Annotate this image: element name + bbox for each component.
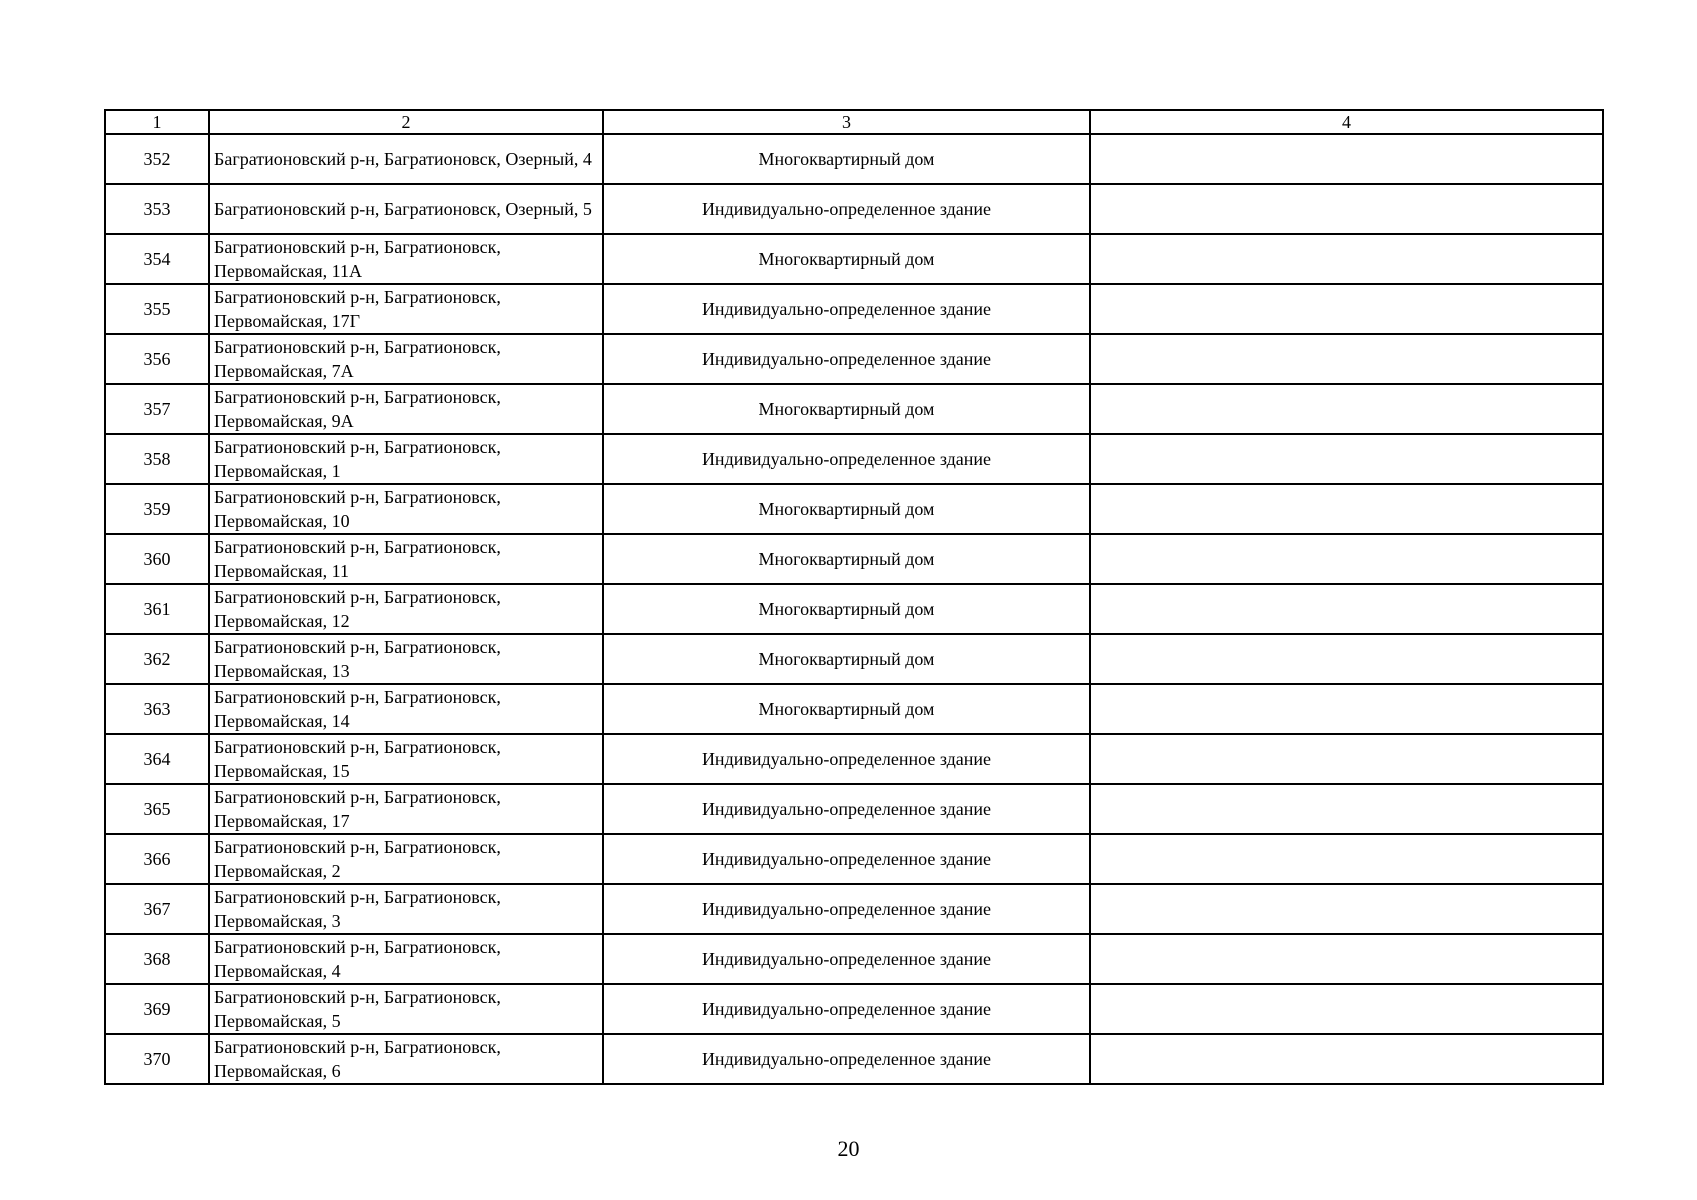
table-row [105, 484, 1603, 534]
address-cell: Багратионовский р-н, Багратионовск, Озерный, 4 [209, 134, 603, 184]
row-number-cell: 354 [105, 234, 209, 284]
address-cell: Багратионовский р-н, Багратионовск, Первомайская, 2 [209, 834, 603, 884]
address-cell: Багратионовский р-н, Багратионовск, Первомайская, 1 [209, 434, 603, 484]
row-number-cell: 360 [105, 534, 209, 584]
address-cell: Багратионовский р-н, Багратионовск, Первомайская, 12 [209, 584, 603, 634]
table-row [105, 334, 1603, 384]
building-type-cell: Индивидуально-определенное здание [603, 834, 1090, 884]
row-number-cell: 355 [105, 284, 209, 334]
row-number-cell: 352 [105, 134, 209, 184]
address-cell: Багратионовский р-н, Багратионовск, Первомайская, 15 [209, 734, 603, 784]
building-type-cell: Индивидуально-определенное здание [603, 1034, 1090, 1084]
row-number-cell: 361 [105, 584, 209, 634]
notes-cell [1090, 734, 1603, 784]
address-cell: Багратионовский р-н, Багратионовск, Первомайская, 17Г [209, 284, 603, 334]
notes-cell [1090, 1034, 1603, 1084]
table-row [105, 534, 1603, 584]
table-row [105, 784, 1603, 834]
address-cell: Багратионовский р-н, Багратионовск, Первомайская, 5 [209, 984, 603, 1034]
table-row [105, 634, 1603, 684]
row-number-cell: 368 [105, 934, 209, 984]
address-cell: Багратионовский р-н, Багратионовск, Первомайская, 6 [209, 1034, 603, 1084]
notes-cell [1090, 634, 1603, 684]
address-cell: Багратионовский р-н, Багратионовск, Первомайская, 11А [209, 234, 603, 284]
page-number: 20 [837, 1136, 860, 1161]
building-type-cell: Индивидуально-определенное здание [603, 184, 1090, 234]
registry-table [104, 109, 1604, 1085]
notes-cell [1090, 984, 1603, 1034]
table-row [105, 884, 1603, 934]
table-row [105, 234, 1603, 284]
address-cell: Багратионовский р-н, Багратионовск, Первомайская, 10 [209, 484, 603, 534]
table-row [105, 684, 1603, 734]
building-type-cell: Многоквартирный дом [603, 584, 1090, 634]
notes-cell [1090, 284, 1603, 334]
building-type-cell: Индивидуально-определенное здание [603, 734, 1090, 784]
row-number-cell: 358 [105, 434, 209, 484]
notes-cell [1090, 884, 1603, 934]
header-cell-4: 4 [1090, 110, 1603, 134]
notes-cell [1090, 484, 1603, 534]
row-number-cell: 370 [105, 1034, 209, 1084]
building-type-cell: Индивидуально-определенное здание [603, 434, 1090, 484]
building-type-cell: Многоквартирный дом [603, 384, 1090, 434]
building-type-cell: Многоквартирный дом [603, 484, 1090, 534]
table-row [105, 384, 1603, 434]
address-cell: Багратионовский р-н, Багратионовск, Первомайская, 9А [209, 384, 603, 434]
address-cell: Багратионовский р-н, Багратионовск, Первомайская, 3 [209, 884, 603, 934]
row-number-cell: 363 [105, 684, 209, 734]
building-type-cell: Индивидуально-определенное здание [603, 984, 1090, 1034]
row-number-cell: 357 [105, 384, 209, 434]
table-row [105, 734, 1603, 784]
table-row [105, 284, 1603, 334]
building-type-cell: Индивидуально-определенное здание [603, 884, 1090, 934]
building-type-cell: Индивидуально-определенное здание [603, 284, 1090, 334]
building-type-cell: Индивидуально-определенное здание [603, 784, 1090, 834]
table-row [105, 984, 1603, 1034]
table-row [105, 134, 1603, 184]
table-row [105, 1034, 1603, 1084]
table-row [105, 584, 1603, 634]
building-type-cell: Многоквартирный дом [603, 534, 1090, 584]
header-cell-3: 3 [603, 110, 1090, 134]
table-header [105, 110, 1603, 134]
header-cell-1: 1 [105, 110, 209, 134]
header-cell-2: 2 [209, 110, 603, 134]
building-type-cell: Многоквартирный дом [603, 634, 1090, 684]
header-row [105, 110, 1603, 134]
address-cell: Багратионовский р-н, Багратионовск, Первомайская, 4 [209, 934, 603, 984]
address-cell: Багратионовский р-н, Багратионовск, Первомайская, 13 [209, 634, 603, 684]
row-number-cell: 356 [105, 334, 209, 384]
notes-cell [1090, 234, 1603, 284]
notes-cell [1090, 184, 1603, 234]
notes-cell [1090, 384, 1603, 434]
table-row [105, 434, 1603, 484]
row-number-cell: 353 [105, 184, 209, 234]
row-number-cell: 366 [105, 834, 209, 884]
building-type-cell: Многоквартирный дом [603, 134, 1090, 184]
notes-cell [1090, 434, 1603, 484]
address-cell: Багратионовский р-н, Багратионовск, Первомайская, 7А [209, 334, 603, 384]
row-number-cell: 364 [105, 734, 209, 784]
address-cell: Багратионовский р-н, Багратионовск, Первомайская, 11 [209, 534, 603, 584]
table-row [105, 184, 1603, 234]
building-type-cell: Индивидуально-определенное здание [603, 334, 1090, 384]
notes-cell [1090, 334, 1603, 384]
notes-cell [1090, 534, 1603, 584]
address-cell: Багратионовский р-н, Багратионовск, Первомайская, 14 [209, 684, 603, 734]
table-row [105, 834, 1603, 884]
address-cell: Багратионовский р-н, Багратионовск, Первомайская, 17 [209, 784, 603, 834]
table-row [105, 934, 1603, 984]
row-number-cell: 359 [105, 484, 209, 534]
building-type-cell: Многоквартирный дом [603, 234, 1090, 284]
notes-cell [1090, 134, 1603, 184]
address-cell: Багратионовский р-н, Багратионовск, Озерный, 5 [209, 184, 603, 234]
building-type-cell: Многоквартирный дом [603, 684, 1090, 734]
notes-cell [1090, 684, 1603, 734]
row-number-cell: 369 [105, 984, 209, 1034]
row-number-cell: 367 [105, 884, 209, 934]
notes-cell [1090, 834, 1603, 884]
building-type-cell: Индивидуально-определенное здание [603, 934, 1090, 984]
notes-cell [1090, 934, 1603, 984]
row-number-cell: 362 [105, 634, 209, 684]
table-body [105, 134, 1603, 1084]
row-number-cell: 365 [105, 784, 209, 834]
notes-cell [1090, 784, 1603, 834]
notes-cell [1090, 584, 1603, 634]
